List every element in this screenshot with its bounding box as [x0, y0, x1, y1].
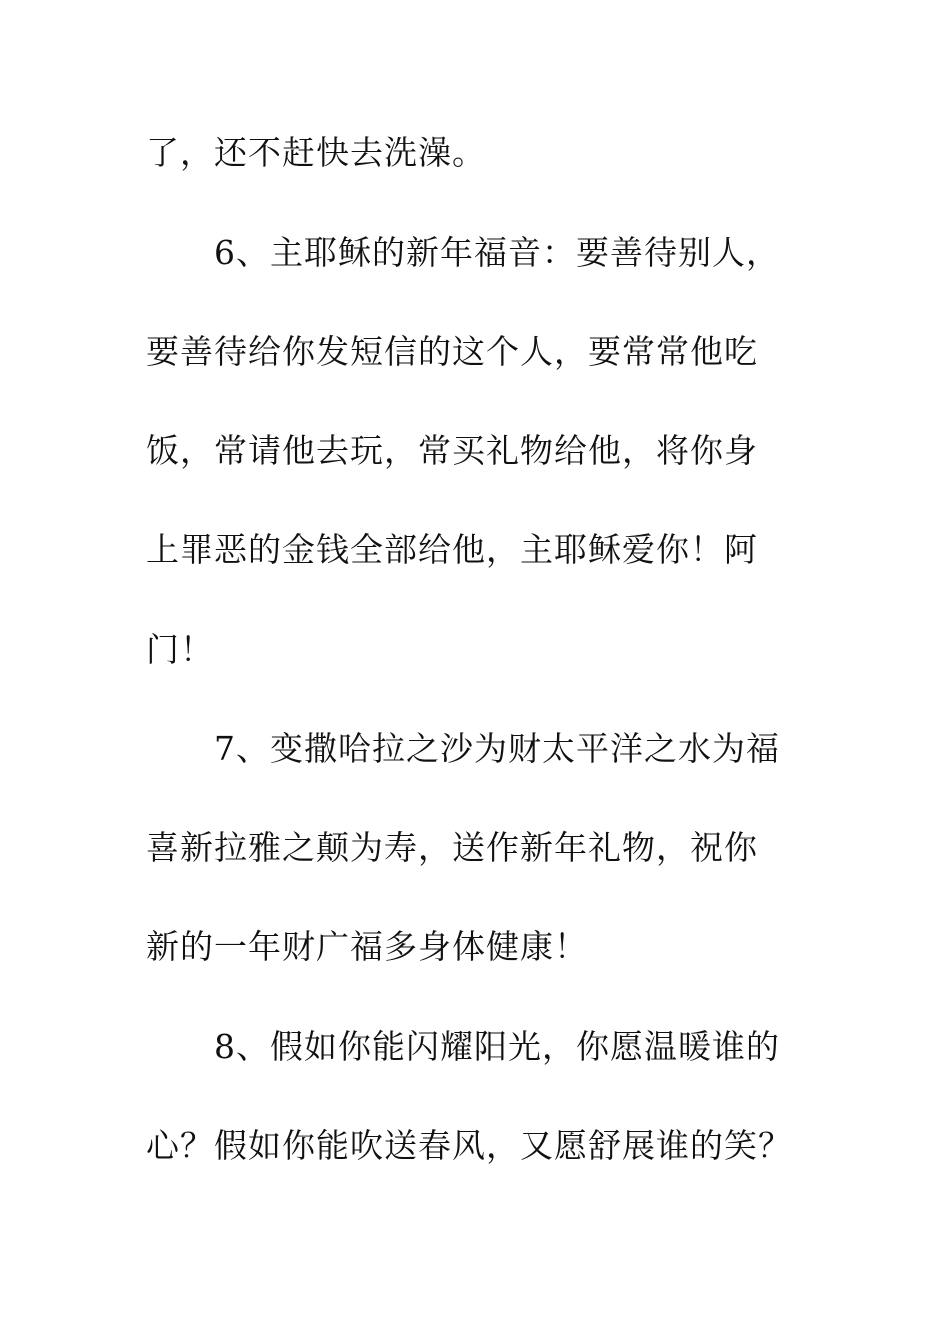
- text-line-6: 门！: [146, 630, 214, 669]
- text-line-10: 8、假如你能闪耀阳光，你愿温暖谁的: [214, 1027, 780, 1066]
- text-line-11: 心？假如你能吹送春风，又愿舒展谁的笑？: [146, 1126, 792, 1165]
- text-line-3: 要善待给你发短信的这个人，要常常他吃: [146, 332, 758, 371]
- text-line-2: 6、主耶稣的新年福音：要善待别人，: [214, 233, 780, 272]
- text-line-1: 了，还不赶快去洗澡。: [146, 133, 486, 172]
- text-line-4: 饭，常请他去玩，常买礼物给他，将你身: [146, 431, 758, 470]
- text-line-5: 上罪恶的金钱全部给他，主耶稣爱你！阿: [146, 530, 758, 569]
- text-line-7: 7、变撒哈拉之沙为财太平洋之水为福: [214, 729, 780, 768]
- text-line-8: 喜新拉雅之颠为寿，送作新年礼物，祝你: [146, 828, 758, 867]
- text-line-9: 新的一年财广福多身体健康！: [146, 927, 588, 966]
